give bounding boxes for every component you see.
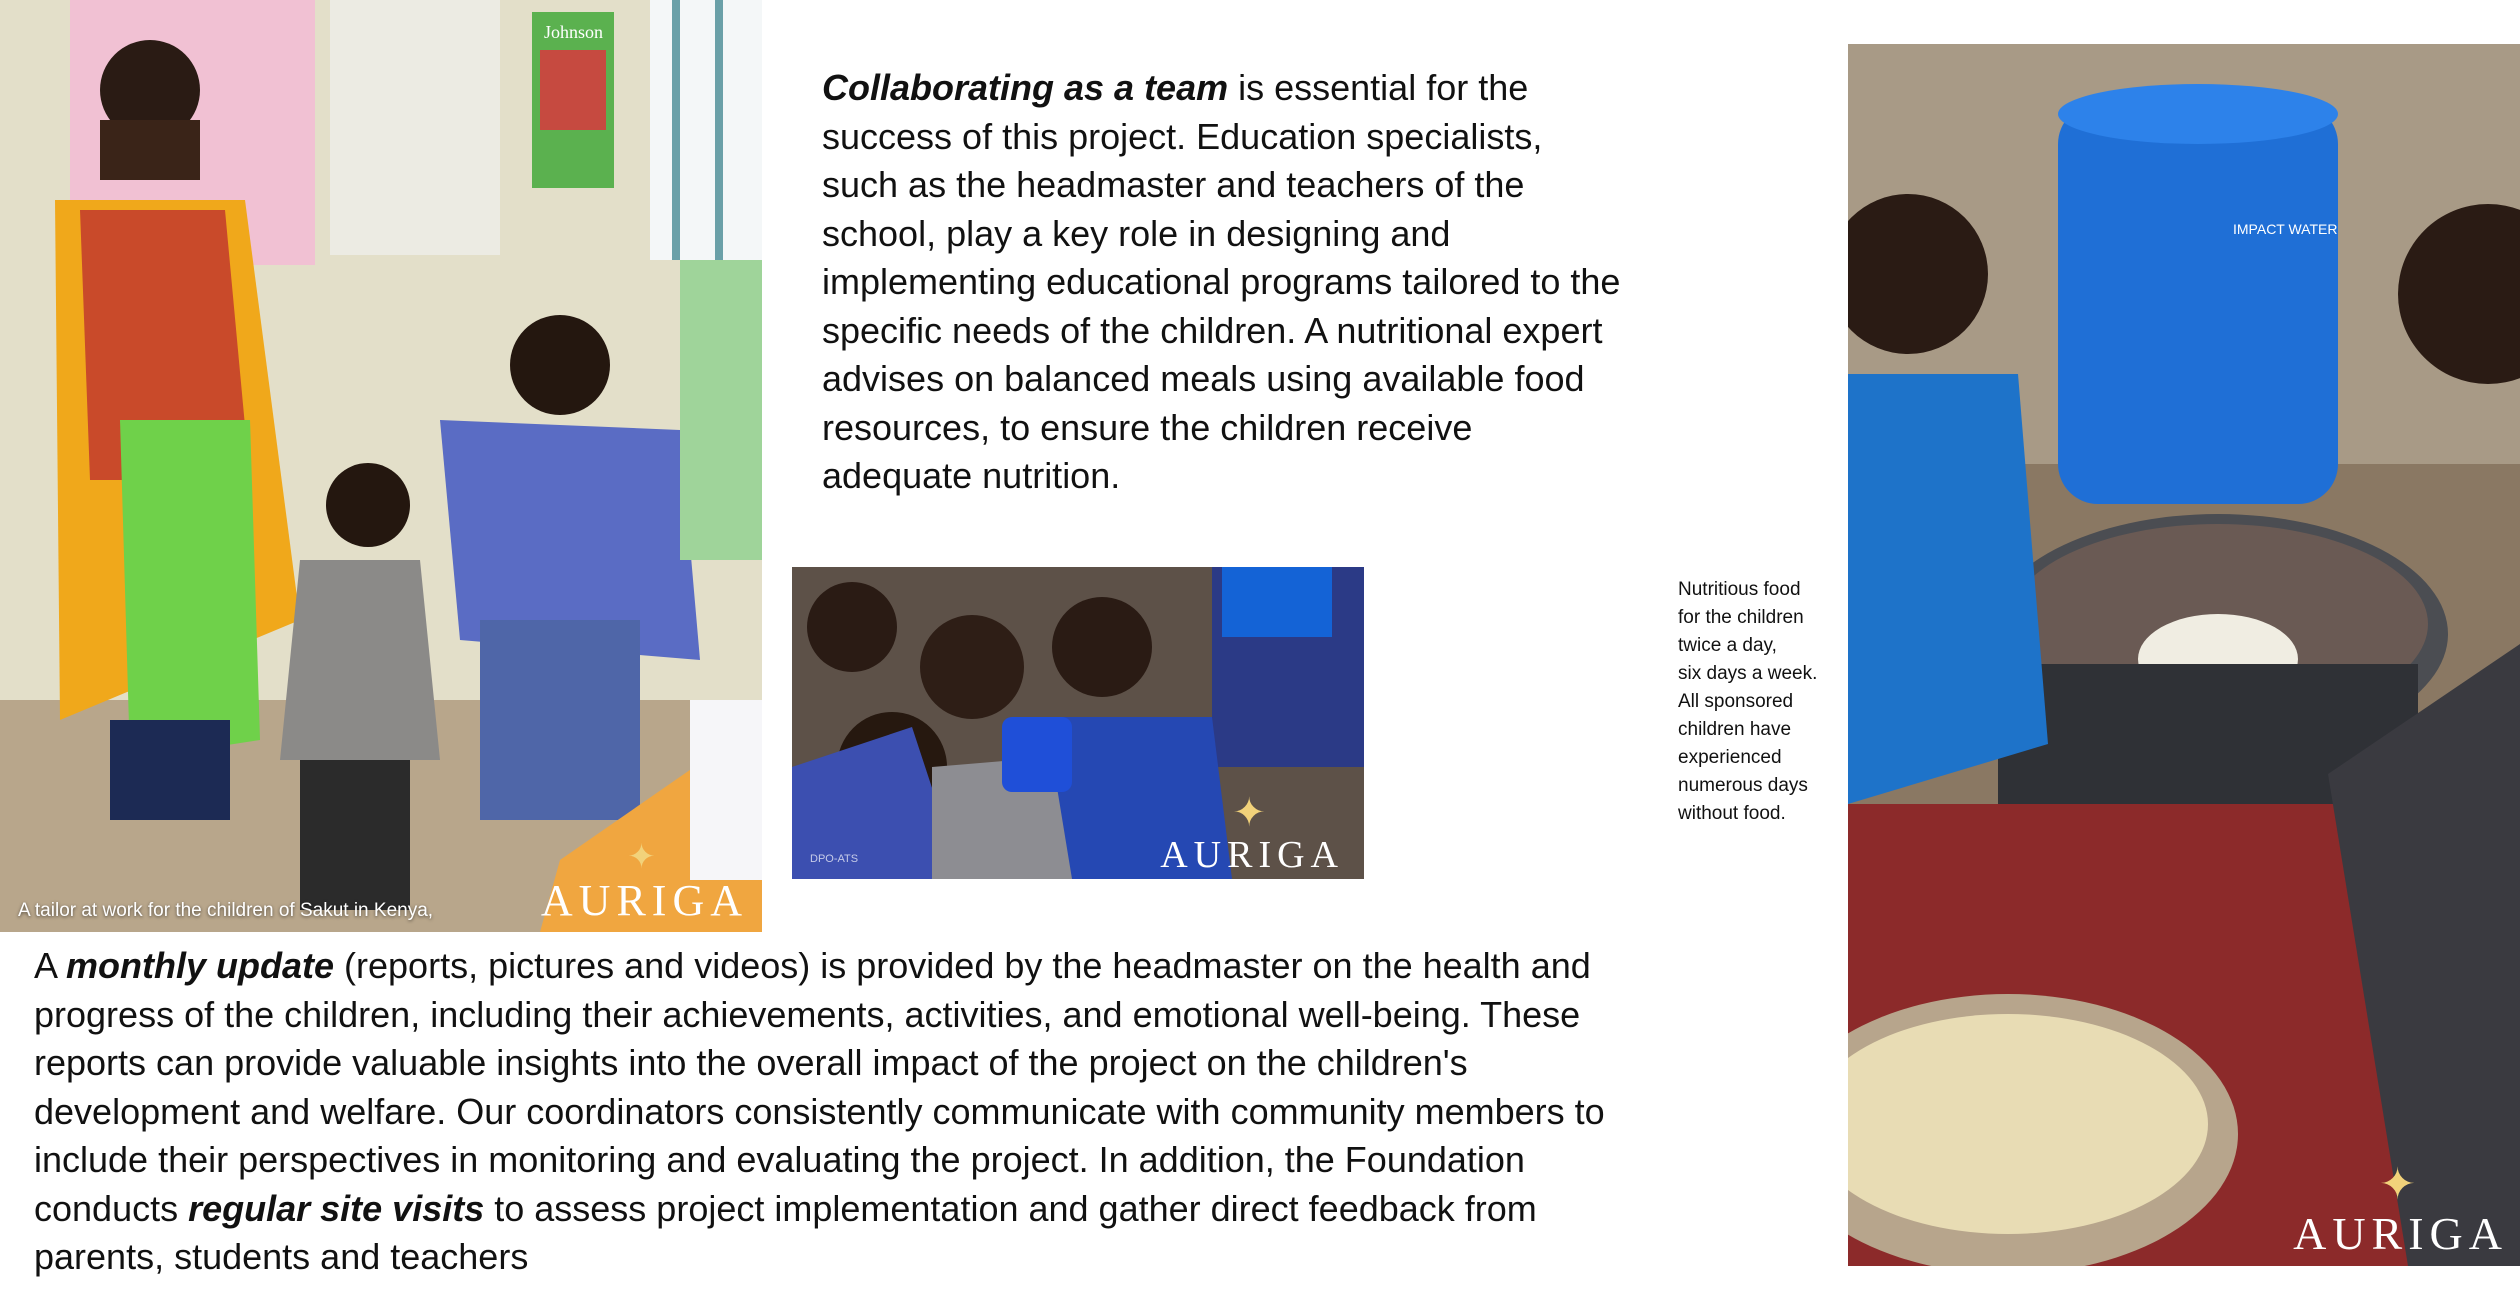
svg-text:IMPACT WATER: IMPACT WATER	[2233, 221, 2338, 237]
auriga-logo-text: AURIGA	[540, 876, 748, 925]
update-text-part: A	[34, 945, 67, 986]
collaboration-paragraph	[822, 64, 1622, 501]
photo-tag: DPO-ATS	[810, 853, 859, 865]
update-text-part: (reports, pictures and videos) is provided by the headmaster on the health and progress of the children, including their achievements, activities, and emotional well-being. These reports can provide valuable insights into the overall impact of the project on the children's development and welfare. Our coordinators consistently communicate with community members to include their perspectives in monitoring and evaluating the project. In addition, the Foundation conducts	[34, 945, 1605, 1229]
food-serving-illustration	[1848, 44, 2520, 1266]
site-visits-emphasis: regular site visits	[188, 1187, 485, 1229]
collaboration-emphasis: Collaborating as a team	[822, 67, 1229, 108]
auriga-logo	[1160, 790, 1344, 877]
auriga-logo	[2293, 1160, 2508, 1260]
caption-line: children have	[1678, 719, 1792, 740]
classroom-photo-illustration	[0, 0, 762, 932]
classroom-photo	[0, 0, 762, 932]
svg-text:Johnson: Johnson	[544, 22, 604, 42]
monthly-update-paragraph	[34, 942, 1614, 1282]
collaboration-text: is essential for the success of this project. Education specialists, such as the headmaster and teachers of the school, play a key role in designing and implementing educational programs tailored to the specific needs of the children. A nutritional expert advises on balanced meals using available food resources, to ensure the children receive adequate nutrition.	[822, 67, 1621, 496]
update-text-part: to assess project implementation and gather direct feedback from parents, students and teachers	[34, 1187, 1537, 1277]
auriga-logo-text: AURIGA	[1160, 834, 1344, 876]
caption-line: twice a day,	[1678, 635, 1777, 656]
monthly-update-emphasis: monthly update	[66, 945, 335, 986]
food-serving-photo	[1848, 44, 2520, 1266]
children-eating-photo	[792, 567, 1364, 879]
photo-caption: A tailor at work for the children of Sakut in Kenya,	[18, 900, 434, 921]
star-icon: ✦	[627, 839, 662, 876]
star-icon: ✦	[1232, 790, 1272, 835]
caption-line: without food.	[1678, 803, 1786, 824]
caption-line: experienced	[1678, 747, 1782, 768]
caption-line: Nutritious food	[1678, 579, 1801, 600]
caption-line: for the children	[1678, 607, 1804, 628]
nutrition-caption	[1678, 576, 1838, 828]
caption-line: six days a week.	[1678, 663, 1818, 684]
caption-line: numerous days	[1678, 775, 1808, 796]
auriga-logo	[541, 841, 748, 926]
auriga-logo-text: AURIGA	[2293, 1208, 2508, 1259]
star-icon: ✦	[2379, 1160, 2422, 1209]
caption-line: All sponsored	[1678, 691, 1794, 712]
